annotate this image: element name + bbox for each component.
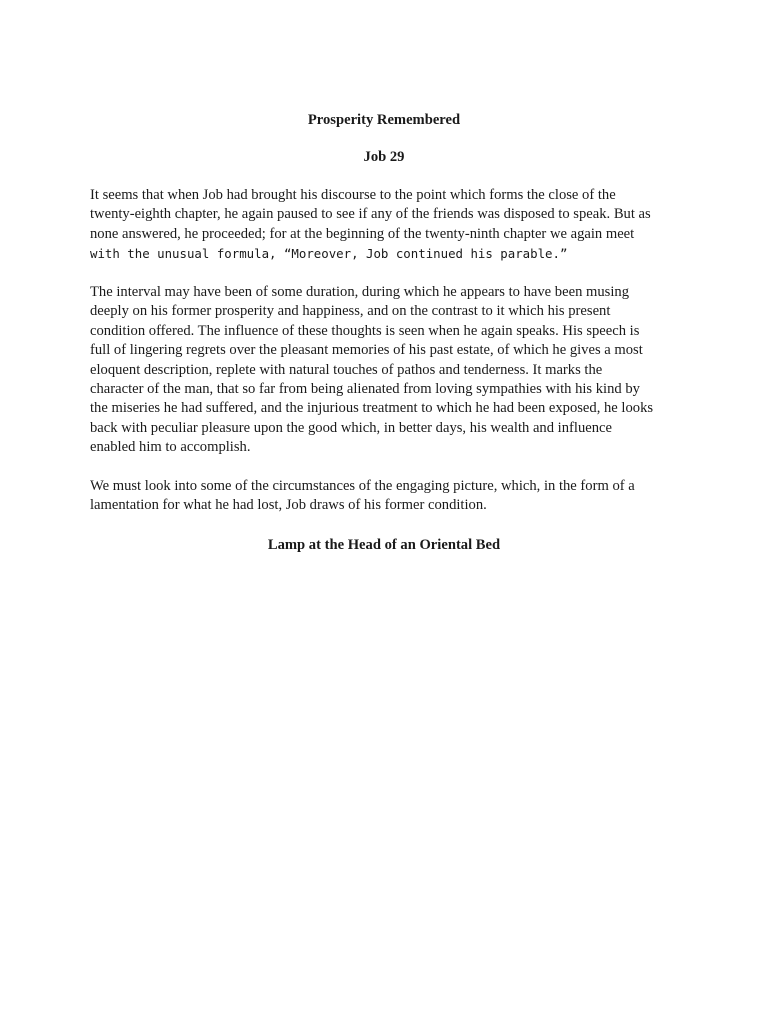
paragraph-line: back with peculiar pleasure upon the good which, in better days, his wealth and influence [90,419,612,436]
paragraph-line: condition offered. The influence of these thoughts is seen when he again speaks. His speech is [90,322,640,339]
paragraph-line: full of lingering regrets over the pleasant memories of his past estate, of which he gives a most [90,342,643,359]
paragraph-line: twenty-eighth chapter, he again paused to see if any of the friends was disposed to speak. But as [90,206,651,223]
paragraph-1 [90,186,684,264]
paragraph-line: lamentation for what he had lost, Job draws of his former condition. [90,497,487,514]
paragraph-line: The interval may have been of some duration, during which he appears to have been musing [90,284,629,300]
paragraph-3 [90,477,684,516]
paragraph-line: enabled him to accomplish. [90,439,251,456]
paragraph-line: the miseries he had suffered, and the injurious treatment to which he had been exposed, he looks [90,400,654,417]
paragraph-line: We must look into some of the circumstances of the engaging picture, which, in the form of a [90,478,635,494]
page-title: Prosperity Remembered [307,112,461,128]
paragraph-line: with the unusual formula, “Moreover, Job continued his parable.” [90,246,568,262]
paragraph-line: deeply on his former prosperity and happiness, and on the contrast to it which his present [90,303,611,320]
section-caption: Lamp at the Head of an Oriental Bed [267,537,501,553]
paragraph-line: none answered, he proceeded; for at the beginning of the twenty-ninth chapter we again meet [90,225,635,242]
paragraph-line: character of the man, that so far from being alienated from loving sympathies with his kind by [90,381,640,398]
chapter-reference: Job 29 [363,149,405,165]
paragraph-line: It seems that when Job had brought his discourse to the point which forms the close of the [90,187,616,203]
paragraph-line: eloquent description, replete with natural touches of pathos and tenderness. It marks the [90,361,603,378]
paragraph-2 [90,283,684,458]
